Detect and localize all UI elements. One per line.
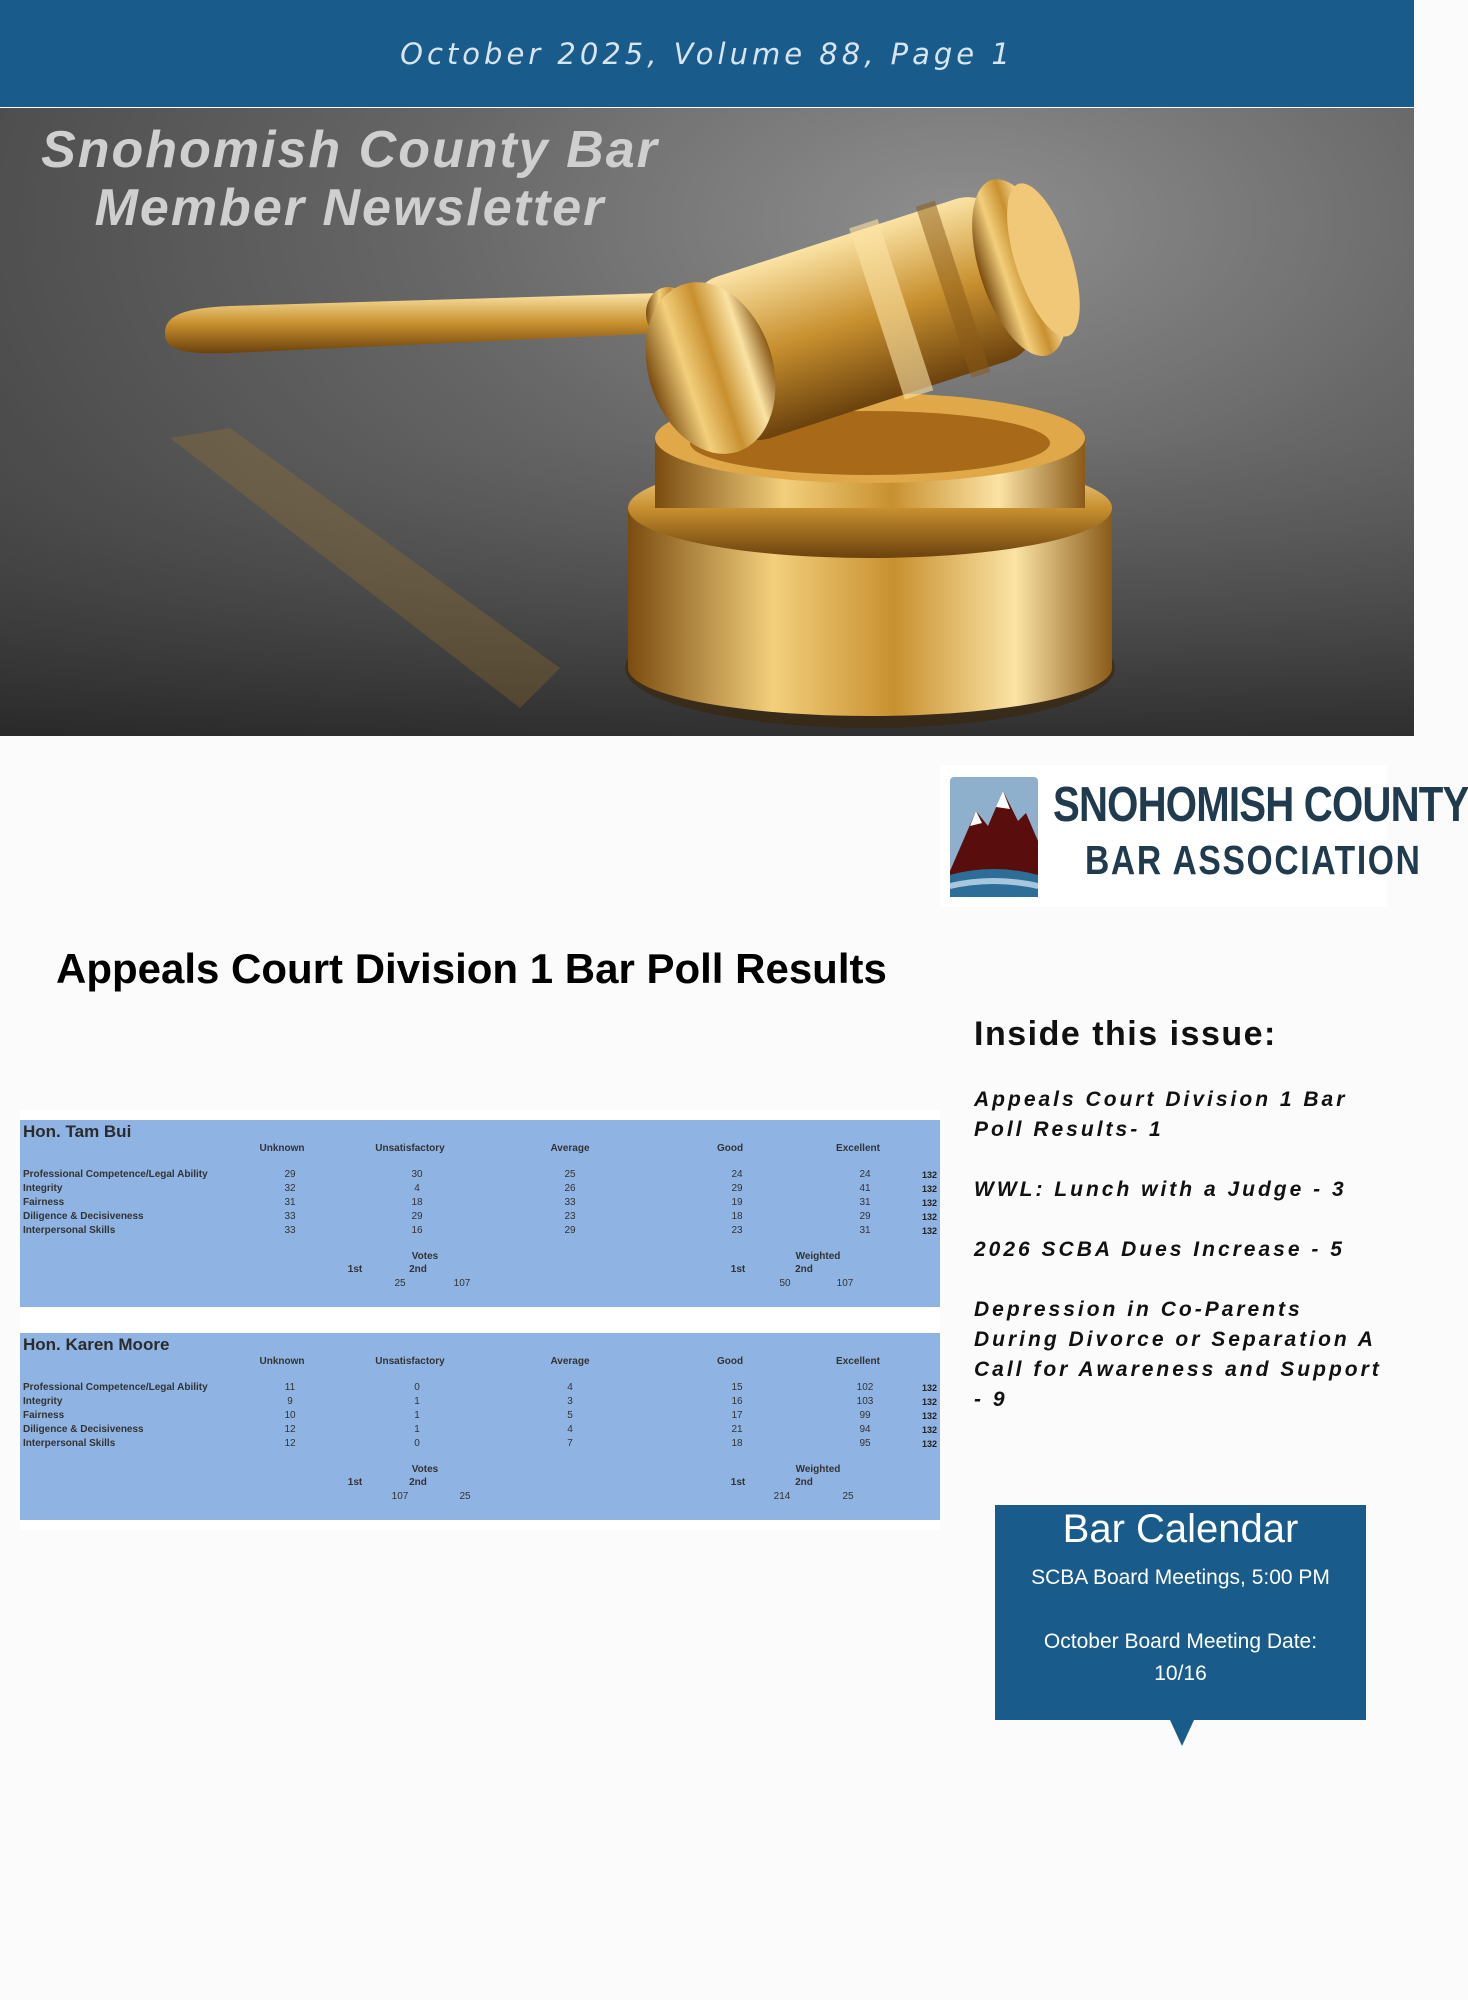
- table-cell: 21: [731, 1424, 743, 1435]
- votes-1st-label: 1st: [347, 1264, 363, 1275]
- table-cell: 29: [564, 1225, 576, 1236]
- table-cell: 29: [411, 1211, 423, 1222]
- issue-line: October 2025, Volume 88, Page 1: [400, 36, 1014, 71]
- table-cell: 95: [859, 1438, 871, 1449]
- table-cell: 16: [411, 1225, 423, 1236]
- table-cell: 33: [284, 1211, 296, 1222]
- row-total: 132: [922, 1170, 938, 1180]
- table-cell: 19: [731, 1197, 743, 1208]
- table-cell: 1: [414, 1396, 420, 1407]
- poll-table-1: [20, 1120, 940, 1307]
- table-cell: 23: [731, 1225, 743, 1236]
- poll-table-2: [20, 1333, 940, 1520]
- weighted-label: Weighted: [795, 1251, 841, 1262]
- toc-item[interactable]: 2026 SCBA Dues Increase - 5: [974, 1238, 1345, 1261]
- mountain-logo-icon: [948, 771, 1048, 901]
- issue-header-bar: [0, 0, 1414, 107]
- table-cell: 29: [731, 1183, 743, 1194]
- row-total: 132: [922, 1397, 938, 1407]
- toc-item[interactable]: WWL: Lunch with a Judge - 3: [974, 1178, 1347, 1201]
- table-cell: 18: [411, 1197, 423, 1208]
- row-total: 132: [922, 1383, 938, 1393]
- table-cell: 26: [564, 1183, 576, 1194]
- table-cell: 31: [859, 1197, 871, 1208]
- table-cell: 12: [284, 1424, 296, 1435]
- toc-item[interactable]: Depression in Co-Parents During Divorce or Separation A Call for Awareness and Support - 9: [974, 1298, 1382, 1411]
- table-cell: 4: [414, 1183, 420, 1194]
- votes-label: Votes: [411, 1464, 439, 1475]
- bar-association-logo: [940, 765, 1468, 907]
- toc-item[interactable]: Appeals Court Division 1 Bar Poll Results- 1: [974, 1088, 1348, 1141]
- table-cell: 17: [731, 1410, 743, 1421]
- votes-2nd-value: 25: [459, 1491, 471, 1502]
- table-cell: 5: [567, 1410, 573, 1421]
- calendar-meeting-date: October Board Meeting Date: 10/16: [1043, 1630, 1318, 1685]
- row-label: Diligence & Decisiveness: [23, 1211, 144, 1222]
- weighted-2nd-label: 2nd: [795, 1264, 813, 1275]
- table-cell: 32: [284, 1183, 296, 1194]
- col-header: Good: [716, 1143, 744, 1154]
- judge-name: Hon. Tam Bui: [23, 1122, 132, 1141]
- weighted-1st-label: 1st: [730, 1264, 746, 1275]
- row-total: 132: [922, 1184, 938, 1194]
- col-header: Average: [550, 1356, 590, 1367]
- row-label: Professional Competence/Legal Ability: [23, 1169, 208, 1180]
- row-label: Integrity: [23, 1396, 63, 1407]
- col-header: Unsatisfactory: [375, 1356, 445, 1367]
- votes-label: Votes: [411, 1251, 439, 1262]
- table-cell: 99: [859, 1410, 871, 1421]
- logo-text-line2: BAR ASSOCIATION: [1085, 837, 1422, 883]
- judge-name: Hon. Karen Moore: [23, 1335, 170, 1354]
- calendar-board-meetings: SCBA Board Meetings, 5:00 PM: [1031, 1566, 1330, 1589]
- table-cell: 1: [414, 1424, 420, 1435]
- votes-2nd-label: 2nd: [409, 1477, 427, 1488]
- table-cell: 4: [567, 1424, 573, 1435]
- table-cell: 23: [564, 1211, 576, 1222]
- votes-1st-value: 25: [394, 1278, 406, 1289]
- newsletter-title-line2: Member Newsletter: [94, 179, 606, 237]
- calendar-title: Bar Calendar: [1062, 1507, 1299, 1551]
- table-cell: 24: [731, 1169, 743, 1180]
- table-cell: 30: [411, 1169, 423, 1180]
- table-cell: 31: [859, 1225, 871, 1236]
- table-cell: 18: [731, 1211, 743, 1222]
- table-cell: 11: [284, 1382, 296, 1393]
- col-header: Unsatisfactory: [375, 1143, 445, 1154]
- weighted-label: Weighted: [795, 1464, 841, 1475]
- table-cell: 9: [287, 1396, 293, 1407]
- table-cell: 102: [856, 1382, 874, 1393]
- votes-2nd-label: 2nd: [409, 1264, 427, 1275]
- col-header: Unknown: [259, 1143, 305, 1154]
- table-cell: 33: [284, 1225, 296, 1236]
- table-cell: 25: [564, 1169, 576, 1180]
- table-cell: 31: [284, 1197, 296, 1208]
- row-label: Integrity: [23, 1183, 63, 1194]
- bar-calendar-box: [995, 1505, 1366, 1720]
- weighted-2nd-value: 25: [842, 1491, 854, 1502]
- row-total: 132: [922, 1425, 938, 1435]
- row-label: Interpersonal Skills: [23, 1438, 116, 1449]
- table-cell: 103: [856, 1396, 874, 1407]
- weighted-2nd-label: 2nd: [795, 1477, 813, 1488]
- row-label: Fairness: [23, 1410, 65, 1421]
- table-cell: 16: [731, 1396, 743, 1407]
- table-cell: 33: [564, 1197, 576, 1208]
- row-label: Professional Competence/Legal Ability: [23, 1382, 208, 1393]
- row-label: Interpersonal Skills: [23, 1225, 116, 1236]
- weighted-2nd-value: 107: [836, 1278, 854, 1289]
- table-cell: 1: [414, 1410, 420, 1421]
- weighted-1st-label: 1st: [730, 1477, 746, 1488]
- votes-1st-label: 1st: [347, 1477, 363, 1488]
- table-cell: 12: [284, 1438, 296, 1449]
- table-cell: 7: [567, 1438, 573, 1449]
- votes-1st-value: 107: [391, 1491, 409, 1502]
- row-total: 132: [922, 1198, 938, 1208]
- newsletter-title-line1: Snohomish County Bar: [41, 121, 659, 179]
- table-cell: 94: [859, 1424, 871, 1435]
- row-total: 132: [922, 1411, 938, 1421]
- article-heading: Appeals Court Division 1 Bar Poll Results: [56, 945, 887, 992]
- callout-pointer: [1170, 1720, 1194, 1746]
- col-header: Average: [550, 1143, 590, 1154]
- table-cell: 3: [567, 1396, 573, 1407]
- col-header: Unknown: [259, 1356, 305, 1367]
- row-total: 132: [922, 1226, 938, 1236]
- row-label: Fairness: [23, 1197, 65, 1208]
- votes-2nd-value: 107: [453, 1278, 471, 1289]
- table-cell: 0: [414, 1438, 420, 1449]
- table-cell: 18: [731, 1438, 743, 1449]
- row-total: 132: [922, 1439, 938, 1449]
- inside-issue-heading: Inside this issue:: [974, 1015, 1277, 1053]
- weighted-1st-value: 50: [779, 1278, 791, 1289]
- weighted-1st-value: 214: [773, 1491, 791, 1502]
- row-total: 132: [922, 1212, 938, 1222]
- table-cell: 10: [284, 1410, 296, 1421]
- table-of-contents: [974, 1085, 1394, 1445]
- logo-text-line1: SNOHOMISH COUNTY: [1053, 778, 1468, 832]
- hero-banner: [0, 108, 1414, 736]
- table-cell: 29: [284, 1169, 296, 1180]
- col-header: Excellent: [836, 1356, 880, 1367]
- col-header: Excellent: [836, 1143, 880, 1154]
- col-header: Good: [716, 1356, 744, 1367]
- table-cell: 4: [567, 1382, 573, 1393]
- table-cell: 29: [859, 1211, 871, 1222]
- table-cell: 0: [414, 1382, 420, 1393]
- table-cell: 24: [859, 1169, 871, 1180]
- table-cell: 41: [859, 1183, 871, 1194]
- table-cell: 15: [731, 1382, 743, 1393]
- row-label: Diligence & Decisiveness: [23, 1424, 144, 1435]
